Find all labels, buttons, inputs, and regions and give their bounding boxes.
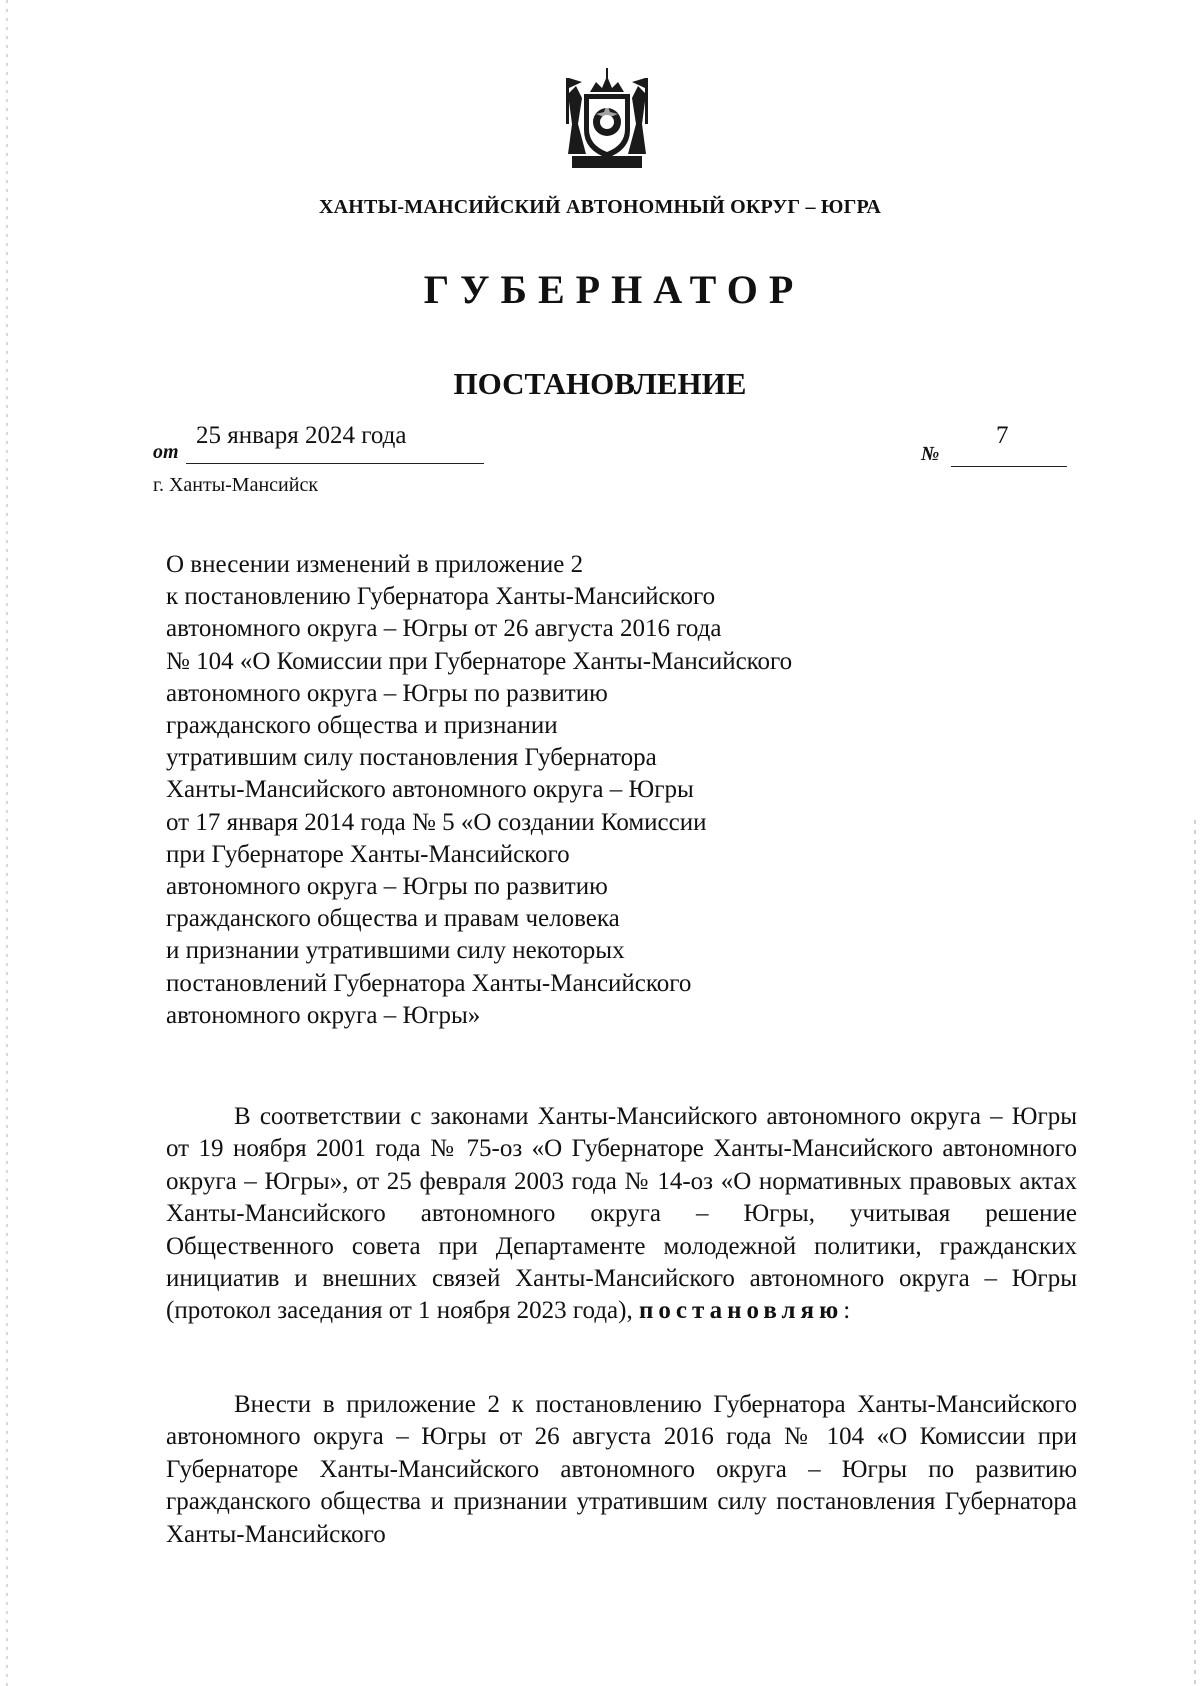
preamble-text: В соответствии с законами Ханты-Мансийского автономного округа – Югры от 19 ноября 2001 года № 75-оз «О Губернаторе Ханты-Мансийского автономного округа – Югры», от 25 февраля 2003 года № 14-оз «О нормативных правовых актах Ханты-Мансийского автономного округа – Югры, учитывая решение Общественного совета при Департаменте молодежной политики, гражданских инициатив и внешних связей Ханты-Мансийского автономного округа – Югры (протокол заседания от 1 ноября 2023 года),	[166, 1103, 1077, 1325]
document-date: 25 января 2024 года	[196, 422, 407, 449]
subject-line: гражданского общества и правам человека	[166, 905, 620, 933]
subject-line: О внесении изменений в приложение 2	[166, 551, 584, 578]
subject-line: автономного округа – Югры от 26 августа 2016 года	[166, 615, 722, 643]
subject-line: и признании утратившими силу некоторых	[166, 937, 625, 965]
subject-line: при Губернаторе Ханты-Мансийского	[166, 840, 570, 868]
document-number: 7	[996, 422, 1009, 449]
operative-paragraph	[166, 1389, 1077, 1551]
number-label: №	[921, 443, 940, 465]
scan-edge-left	[6, 0, 8, 1686]
subject-line: автономного округа – Югры»	[166, 1001, 481, 1029]
subject-line: постановлений Губернатора Ханты-Мансийского	[166, 969, 692, 997]
preamble-colon: :	[843, 1297, 851, 1325]
authority-heading: ГУБЕРНАТОР	[423, 267, 805, 312]
document-type-heading: ПОСТАНОВЛЕНИЕ	[453, 366, 747, 401]
decree-keyword: постановляю	[638, 1297, 844, 1325]
subject-line: гражданского общества и признании	[166, 712, 558, 740]
operative-text: Внести в приложение 2 к постановлению Губернатора Ханты-Мансийского автономного округа – Югры от 26 августа 2016 года № 104 «О Комиссии при Губернаторе Ханты-Мансийского автономного округа – Югры по развитию гражданского общества и признании утратившим силу постановления Губернатора Ханты-Мансийского	[166, 1391, 1077, 1548]
city-of-issue: г. Ханты-Мансийск	[153, 474, 319, 496]
subject-line: автономного округа – Югры по развитию	[166, 679, 608, 707]
subject-line: № 104 «О Комиссии при Губернаторе Ханты-Мансийского	[166, 647, 793, 675]
region-heading: ХАНТЫ-МАНСИЙСКИЙ АВТОНОМНЫЙ ОКРУГ – ЮГРА	[319, 196, 881, 218]
subject-line: к постановлению Губернатора Ханты-Мансийского	[166, 583, 716, 611]
subject-line: утратившим силу постановления Губернатора	[166, 744, 657, 772]
subject-line: от 17 января 2014 года № 5 «О создании Комиссии	[166, 808, 707, 836]
number-underline	[951, 466, 1067, 467]
coat-of-arms-emblem	[552, 64, 662, 174]
preamble-paragraph	[166, 1101, 1077, 1328]
subject-line: Ханты-Мансийского автономного округа – Югры	[166, 776, 694, 804]
date-from-label: от	[153, 441, 179, 463]
date-underline	[186, 463, 484, 464]
subject-line: автономного округа – Югры по развитию	[166, 873, 608, 901]
scan-edge-right	[1194, 820, 1196, 1686]
document-subject	[166, 549, 926, 1032]
